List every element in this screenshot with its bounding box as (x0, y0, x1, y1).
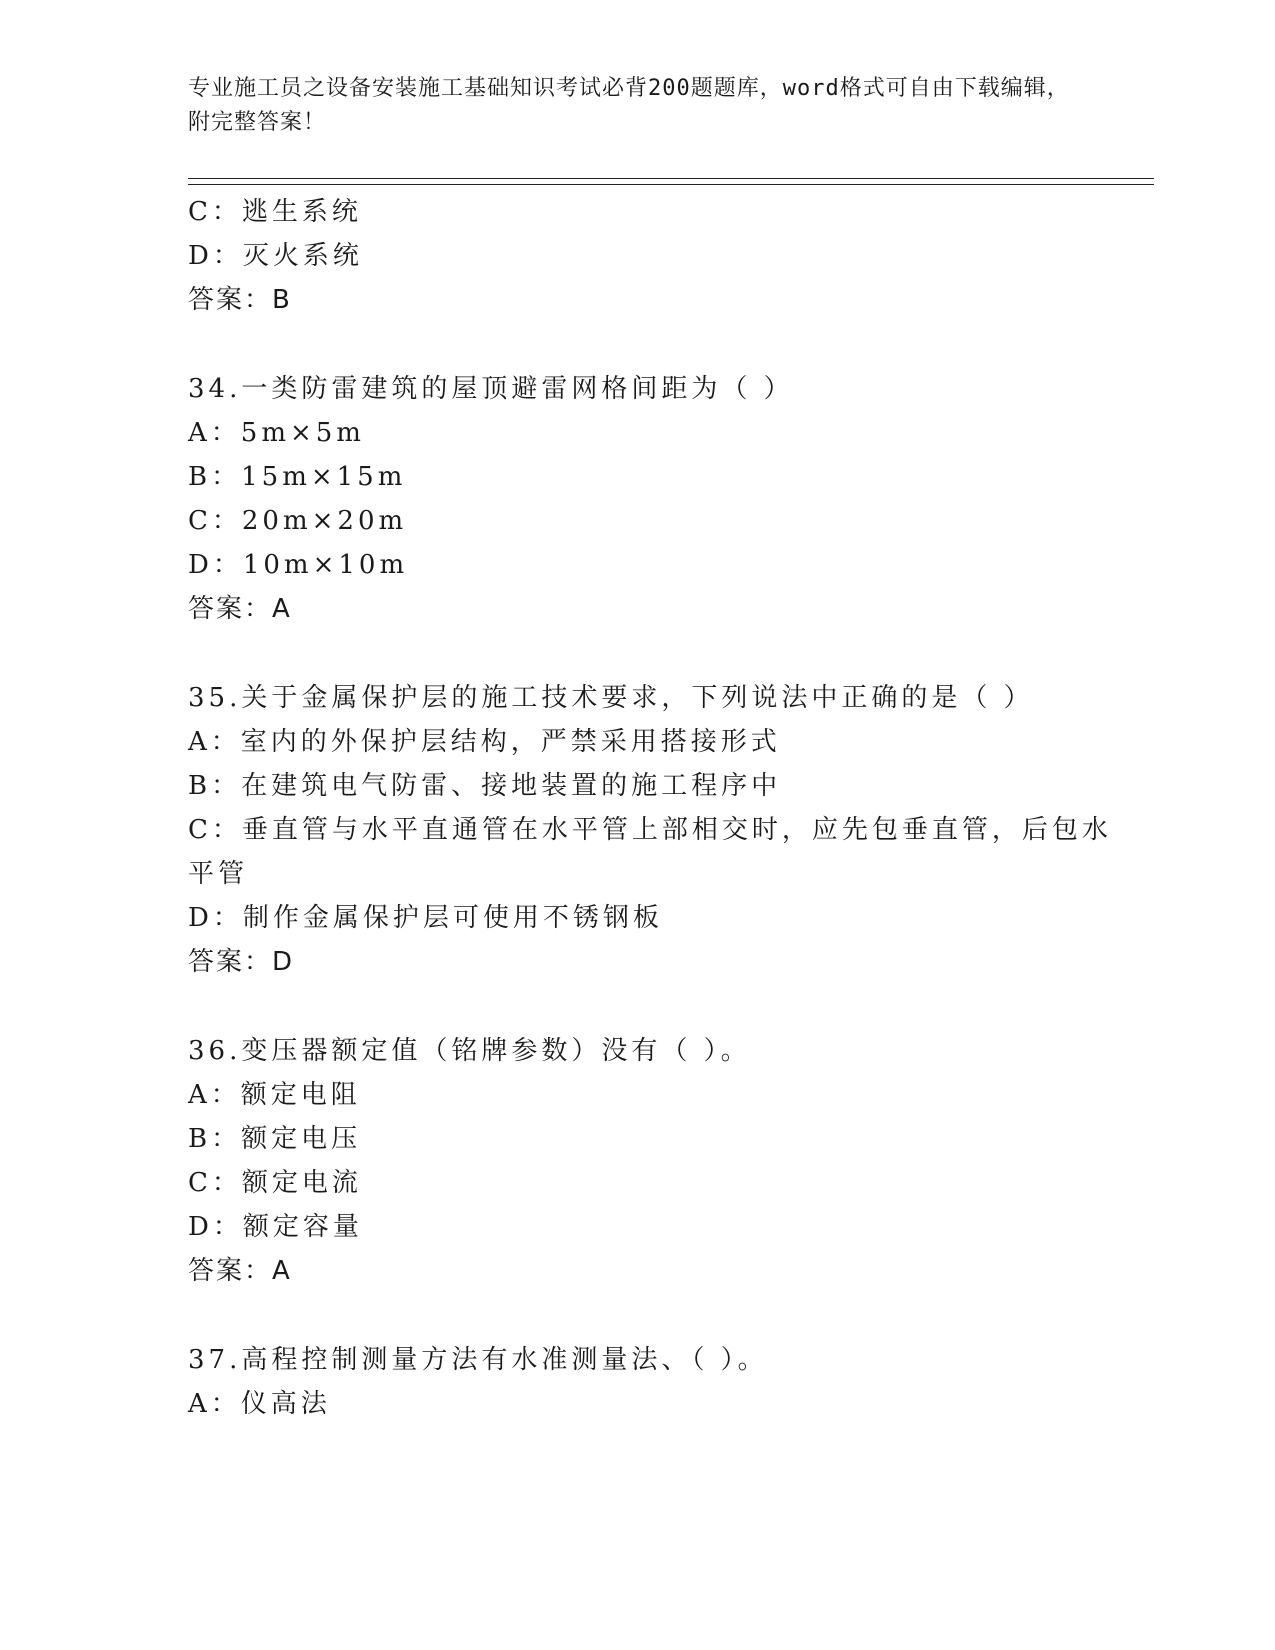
option-a-q37: A：仪高法 (188, 1389, 331, 1419)
header-divider-top (188, 178, 1154, 179)
option-d-q33: D：灭火系统 (188, 241, 363, 271)
option-a-q34: A：5m×5m (188, 418, 365, 448)
header-divider-bottom (188, 184, 1154, 185)
option-b-q36: B：额定电压 (188, 1124, 362, 1154)
option-a-q36: A：额定电阻 (188, 1080, 361, 1110)
answer-q33: 答案：B (188, 285, 292, 315)
question-35: 35.关于金属保护层的施工技术要求，下列说法中正确的是（ ） (188, 683, 1034, 713)
answer-q35: 答案：D (188, 947, 295, 977)
option-d-q34: D：10m×10m (188, 550, 409, 580)
question-34: 34.一类防雷建筑的屋顶避雷网格间距为（ ） (188, 374, 794, 404)
page-header-title: 专业施工员之设备安装施工基础知识考试必背200题题库，word格式可自由下载编辑，附完整答案！ (188, 76, 1070, 135)
option-c-q36: C：额定电流 (188, 1168, 362, 1198)
option-d-q35: D：制作金属保护层可使用不锈钢板 (188, 903, 663, 933)
option-b-q35: B：在建筑电气防雷、接地装置的施工程序中 (188, 771, 782, 801)
option-c-q35-continued: 平管 (188, 859, 249, 889)
answer-q34: 答案：A (188, 594, 292, 624)
option-c-q34: C：20m×20m (188, 506, 408, 536)
option-d-q36: D：额定容量 (188, 1212, 363, 1242)
answer-q36: 答案：A (188, 1256, 292, 1286)
question-36: 36.变压器额定值（铭牌参数）没有（ ）。 (188, 1036, 751, 1066)
option-c-q35: C：垂直管与水平直通管在水平管上部相交时，应先包垂直管，后包水 (188, 815, 1112, 845)
option-c-q33: C：逃生系统 (188, 197, 362, 227)
option-a-q35: A：室内的外保护层结构，严禁采用搭接形式 (188, 727, 781, 757)
question-37: 37.高程控制测量方法有水准测量法、（ ）。 (188, 1345, 768, 1375)
option-b-q34: B：15m×15m (188, 462, 407, 492)
